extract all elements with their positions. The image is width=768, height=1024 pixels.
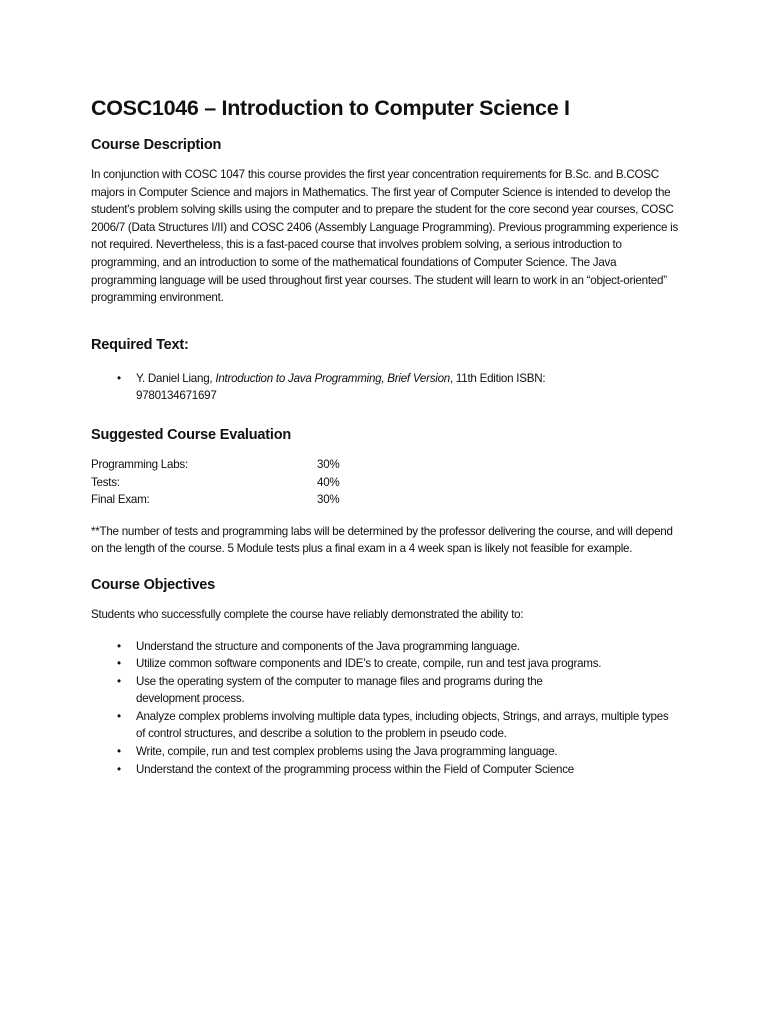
objectives-list [91, 638, 669, 779]
evaluation-table [91, 456, 339, 509]
evaluation-label: Final Exam: [91, 493, 150, 507]
bullet-icon: • [117, 745, 121, 759]
objective-text: Understand the context of the programming process within the Field of Computer Science [136, 762, 574, 776]
evaluation-row [91, 474, 339, 492]
objective-item [91, 743, 651, 761]
course-description-heading: Course Description [91, 137, 222, 153]
document-title: COSC1046 – Introduction to Computer Science I [91, 96, 570, 120]
evaluation-value: 30% [317, 493, 340, 507]
objective-item [91, 673, 606, 708]
objective-text: Write, compile, run and test complex problems using the Java programming language. [136, 745, 558, 759]
required-text-item [91, 370, 611, 405]
evaluation-row [91, 491, 339, 509]
bullet-icon: • [117, 674, 121, 688]
objective-text: Utilize common software components and IDE’s to create, compile, run and test java programs. [136, 657, 602, 671]
required-text-heading: Required Text: [91, 336, 189, 353]
objectives-heading: Course Objectives [91, 576, 215, 593]
document-page [91, 94, 683, 778]
bullet-icon: • [117, 371, 121, 385]
book-edition-isbn: , 11th Edition ISBN: 9780134671697 [136, 371, 546, 403]
objective-item [91, 638, 651, 656]
objective-text: Use the operating system of the computer to manage files and programs during the development process. [136, 674, 543, 706]
evaluation-note: **The number of tests and programming labs will be determined by the professor delivering the course, and will depend on the length of the course. 5 Module tests plus a final exam in a 4 week span is likely not feasible for example. [91, 524, 673, 556]
evaluation-value: 30% [317, 457, 340, 471]
bullet-icon: • [117, 762, 121, 776]
objectives-intro: Students who successfully complete the course have reliably demonstrated the ability to: [91, 607, 524, 621]
evaluation-label: Tests: [91, 475, 120, 489]
objective-item [91, 761, 651, 779]
evaluation-row [91, 456, 339, 474]
evaluation-label: Programming Labs: [91, 457, 188, 471]
bullet-icon: • [117, 657, 121, 671]
required-text-list [91, 370, 611, 405]
bullet-icon: • [117, 709, 121, 723]
objective-text: Analyze complex problems involving multiple data types, including objects, Strings, and arrays, multiple types of control structures, and describe a solution to the problem in pseudo code. [136, 709, 669, 741]
objective-item [91, 655, 651, 673]
objective-item [91, 708, 676, 743]
course-description-text: In conjunction with COSC 1047 this course provides the first year concentration requirements for B.Sc. and B.COSC majors in Computer Science and majors in Mathematics. The first year of Computer Science is intended to develop the student's problem solving skills using the computer and to prepare the student for the core second year courses, COSC 2006/7 (Data Structures I/II) and COSC 2406 (Assembly Language Programming). Previous programming experience is not required. Nevertheless, this is a fast-paced course that involves problem solving, a serious introduction to programming, and an introduction to some of the mathematical foundations of Computer Science. The Java programming language will be used throughout first year courses. The student will learn to work in an “object-oriented” programming environment. [91, 168, 679, 305]
bullet-icon: • [117, 639, 121, 653]
objective-text: Understand the structure and components of the Java programming language. [136, 639, 520, 653]
book-author: Y. Daniel Liang, [136, 371, 216, 385]
evaluation-heading: Suggested Course Evaluation [91, 426, 292, 443]
book-title: Introduction to Java Programming, Brief Version [215, 371, 450, 385]
evaluation-value: 40% [317, 475, 340, 489]
